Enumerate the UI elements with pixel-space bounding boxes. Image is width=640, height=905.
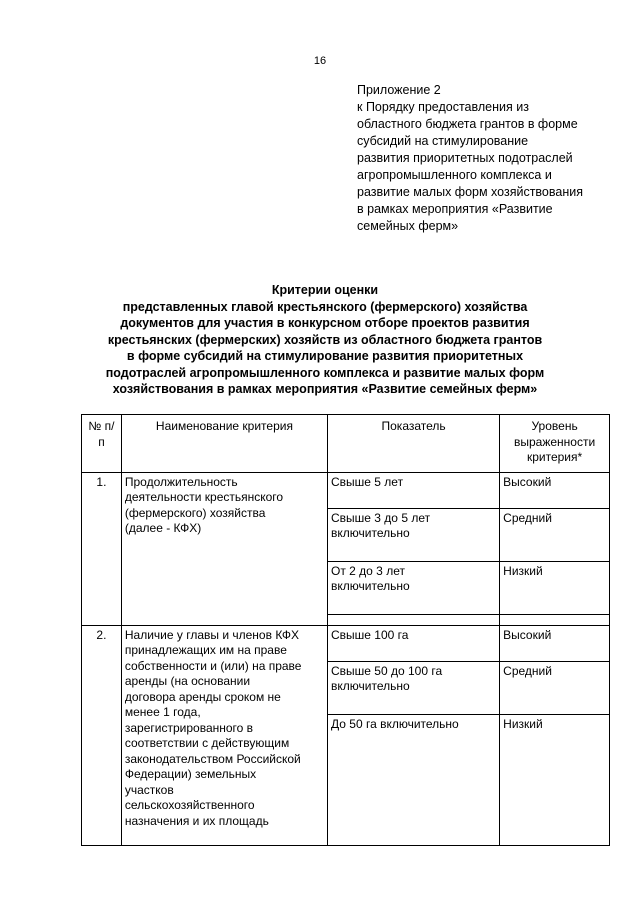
- indicator-cell: [328, 625, 500, 661]
- header-level-line: критерия*: [526, 450, 583, 464]
- title-line: представленных главой крестьянского (фермерского) хозяйства: [122, 299, 528, 314]
- criterion-line: Наличие у главы и членов КФХ: [124, 627, 300, 642]
- appendix-line: в рамках мероприятия «Развитие: [357, 202, 553, 216]
- appendix-line: агропромышленного комплекса и: [357, 168, 552, 182]
- title-line: подотраслей агропромышленного комплекса и развитие малых форм: [105, 365, 545, 380]
- criterion-name: [121, 625, 327, 845]
- indicator-line: Свыше 50 до 100 га: [331, 663, 443, 678]
- criterion-line: Федерации) земельных: [124, 767, 257, 781]
- indicator-cell: [328, 561, 500, 614]
- level-cell: Высокий: [500, 625, 610, 661]
- table-row: [82, 472, 610, 508]
- header-level-line: Уровень: [531, 419, 578, 433]
- criterion-line: принадлежащих им на праве: [124, 643, 287, 657]
- document-title: [60, 282, 590, 398]
- title-line: хозяйствования в рамках мероприятия «Развитие семейных ферм»: [112, 382, 538, 396]
- level-cell: Средний: [500, 508, 610, 561]
- header-num: [82, 415, 122, 473]
- title-line: Критерии оценки: [271, 283, 379, 297]
- table-header-row: [82, 415, 610, 473]
- criterion-line: сельскохозяйственного: [124, 798, 255, 812]
- indicator-line: От 2 до 3 лет: [331, 563, 405, 578]
- indicator-cell: [328, 661, 500, 714]
- appendix-line: областного бюджета грантов в форме: [357, 117, 578, 131]
- criterion-line: собственности и (или) на праве: [124, 658, 302, 673]
- criterion-line: соответствии с действующим: [124, 736, 290, 750]
- appendix-line: Приложение 2: [357, 83, 441, 97]
- appendix-note: [357, 82, 619, 235]
- spacer-cell: [500, 614, 610, 625]
- criterion-line: деятельности крестьянского: [124, 490, 284, 504]
- appendix-line: развитие малых форм хозяйствования: [357, 185, 583, 199]
- level-cell: Низкий: [500, 561, 610, 614]
- header-indicator: Показатель: [328, 415, 500, 473]
- spacer-cell: [328, 614, 500, 625]
- title-line: в форме субсидий на стимулирование развития приоритетных: [126, 349, 524, 363]
- indicator-line: включительно: [331, 679, 410, 693]
- title-line: крестьянских (фермерских) хозяйств из областного бюджета грантов: [107, 332, 543, 347]
- indicator-line: включительно: [331, 526, 410, 540]
- indicator-line: Свыше 100 га: [331, 627, 409, 642]
- row-number: 1.: [82, 472, 122, 625]
- criterion-name: [121, 472, 327, 625]
- header-name: Наименование критерия: [121, 415, 327, 473]
- indicator-cell: [328, 472, 500, 508]
- indicator-cell: [328, 714, 500, 845]
- appendix-line: развития приоритетных подотраслей: [357, 151, 573, 165]
- title-line: документов для участия в конкурсном отборе проектов развития: [120, 316, 530, 330]
- criterion-line: Продолжительность: [124, 474, 238, 489]
- indicator-line: включительно: [331, 579, 410, 593]
- header-level: [500, 415, 610, 473]
- page-number: 16: [313, 55, 327, 67]
- criterion-line: участков: [124, 782, 174, 797]
- indicator-line: Свыше 5 лет: [331, 474, 404, 489]
- criterion-line: зарегистрированного в: [124, 720, 254, 735]
- header-num-line: п: [98, 434, 105, 449]
- criterion-line: (фермерского) хозяйства: [124, 505, 266, 520]
- header-level-line: выраженности: [513, 434, 596, 449]
- criterion-line: менее 1 года,: [124, 705, 201, 719]
- criterion-line: аренды (на основании: [124, 674, 251, 688]
- appendix-line: субсидий на стимулирование: [357, 134, 529, 148]
- indicator-line: До 50 га включительно: [331, 716, 459, 731]
- indicator-cell: [328, 508, 500, 561]
- criterion-line: (далее - КФХ): [124, 521, 202, 535]
- level-cell: Средний: [500, 661, 610, 714]
- table-row: [82, 625, 610, 661]
- criterion-line: договора аренды сроком не: [124, 689, 281, 704]
- appendix-line: семейных ферм»: [357, 219, 459, 233]
- appendix-line: к Порядку предоставления из: [357, 100, 529, 114]
- criterion-line: назначения и их площадь: [124, 813, 269, 828]
- row-number: 2.: [82, 625, 122, 845]
- level-cell: Высокий: [500, 472, 610, 508]
- indicator-line: Свыше 3 до 5 лет: [331, 510, 431, 525]
- criteria-table: [81, 414, 610, 846]
- level-cell: Низкий: [500, 714, 610, 845]
- header-num-line: № п/: [88, 419, 115, 433]
- criterion-line: законодательством Российской: [124, 751, 301, 766]
